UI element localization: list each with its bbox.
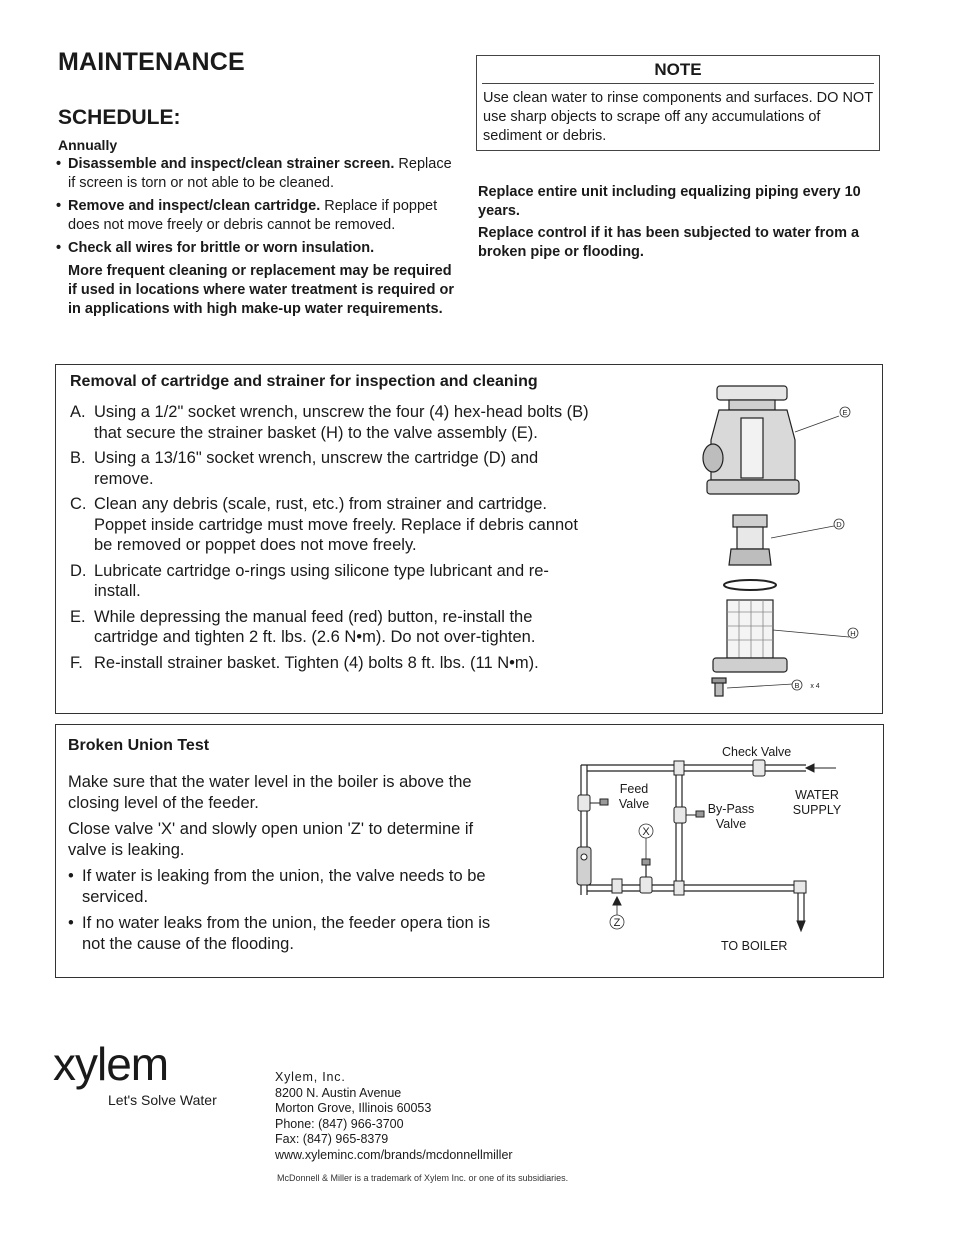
- label-b: B: [794, 681, 800, 690]
- phone-number: Phone: (847) 966-3700: [275, 1116, 404, 1131]
- frequency-label: Annually: [58, 137, 118, 153]
- union-z: [612, 879, 622, 893]
- step-text: Re-install strainer basket. Tighten (4) bolts 8 ft. lbs. (11 N•m).: [94, 653, 539, 672]
- label-d: D: [836, 520, 842, 529]
- elbow-fitting: [794, 881, 806, 893]
- label-e: E: [842, 408, 848, 417]
- removal-steps: [70, 402, 590, 678]
- step-letter: E.: [70, 607, 86, 626]
- schedule-heading: SCHEDULE:: [58, 106, 181, 129]
- company-name: Xylem, Inc.: [275, 1070, 346, 1084]
- feed-valve-label: [614, 782, 654, 812]
- note-title: NOTE: [654, 60, 702, 79]
- logo-wordmark: xylem: [53, 1038, 169, 1090]
- bullet: •: [56, 156, 62, 172]
- union-test-title: Broken Union Test: [68, 737, 210, 754]
- exploded-valve-illustration: [691, 380, 856, 700]
- trademark-notice: McDonnell & Miller is a trademark of Xylem Inc. or one of its subsidiaries.: [277, 1173, 569, 1183]
- cartridge-top: [733, 515, 767, 527]
- bullet: •: [56, 198, 62, 214]
- step-letter: D.: [70, 561, 87, 580]
- replace-control-text: Replace control if it has been subjected to water from a broken pipe or flooding.: [478, 225, 860, 260]
- label-x: X: [642, 826, 650, 838]
- label-z: Z: [613, 917, 621, 929]
- step-letter: B.: [70, 449, 86, 467]
- cartridge-body: [737, 527, 763, 549]
- step-text: Using a 1/2" socket wrench, unscrew the four (4) hex-head bolts (B) that secure the strainer basket (H) to the valve assembly (E).: [94, 403, 589, 442]
- removal-title: Removal of cartridge and strainer for inspection and cleaning: [70, 373, 538, 390]
- page-title: MAINTENANCE: [58, 48, 245, 76]
- step-text: Using a 13/16" socket wrench, unscrew the cartridge (D) and remove.: [94, 449, 539, 488]
- logo-tagline: Let's Solve Water: [108, 1092, 217, 1108]
- valve-top-flange: [717, 386, 787, 400]
- to-boiler-label: TO BOILER: [721, 939, 788, 953]
- removal-section: [55, 364, 883, 714]
- bypass-valve-label-line1: By-Pass: [707, 802, 755, 816]
- water-supply-label-line1: WATER: [795, 788, 839, 802]
- schedule-item-bold: Check all wires for brittle or worn insulation.: [68, 240, 375, 256]
- x-valve-body: [640, 877, 652, 893]
- bypass-valve-label: [701, 802, 761, 832]
- step-item: [70, 561, 590, 602]
- schedule-item-text: Replace if screen is torn or not able to be cleaned.: [68, 156, 452, 191]
- xylem-logo: [53, 1038, 217, 1108]
- valve-bottom-flange: [707, 480, 799, 494]
- valve-neck: [729, 400, 775, 410]
- schedule-item: [56, 197, 456, 235]
- schedule-item-bold: Disassemble and inspect/clean strainer screen.: [68, 156, 395, 172]
- bypass-valve-body: [674, 807, 686, 823]
- bullet: •: [68, 867, 74, 885]
- schedule-item-bold: Remove and inspect/clean cartridge.: [68, 198, 321, 214]
- union-test-text: [68, 772, 508, 960]
- schedule-item-text: Replace if poppet does not move freely or debris cannot be removed.: [68, 198, 438, 233]
- address-line-2: Morton Grove, Illinois 60053: [275, 1101, 432, 1116]
- bullet: •: [68, 914, 74, 932]
- union-bullet: [68, 913, 508, 954]
- step-item: [70, 607, 590, 648]
- step-letter: C.: [70, 495, 87, 513]
- feed-valve-body: [578, 795, 590, 811]
- union-test-section: [55, 724, 884, 978]
- note-box: [476, 55, 880, 151]
- step-item: [70, 494, 590, 556]
- schedule-list: [56, 155, 456, 319]
- step-item: [70, 653, 590, 674]
- label-h: H: [850, 629, 856, 638]
- address-line-1: 8200 N. Austin Avenue: [275, 1085, 402, 1100]
- step-item: [70, 402, 590, 443]
- water-supply-label: [788, 788, 846, 818]
- replace-unit-text: Replace entire unit including equalizing piping every 10 years.: [478, 184, 861, 219]
- replacement-guidance: [478, 183, 888, 265]
- schedule-extra-note: More frequent cleaning or replacement may be required if used in locations where water treatment is required or in applications with high make-up water requirements.: [68, 263, 454, 317]
- bullet: •: [56, 240, 62, 256]
- feeder-unit: [577, 847, 591, 885]
- company-address: [275, 1070, 513, 1164]
- valve-side-port: [703, 444, 723, 472]
- union-para-1: Make sure that the water level in the boiler is above the closing level of the feeder.: [68, 773, 472, 812]
- fax-number: Fax: (847) 965-8379: [275, 1132, 389, 1147]
- step-text: While depressing the manual feed (red) button, re-install the cartridge and tighten 2 ft. lbs. (2.6 N•m). Do not over-tighten.: [94, 607, 536, 646]
- tee-fitting: [674, 761, 684, 775]
- feed-valve-label-line1: Feed: [619, 782, 649, 796]
- union-bullet: [68, 866, 508, 907]
- step-text: Clean any debris (scale, rust, etc.) from strainer and cartridge. Poppet inside cartridge must move freely. Replace if debris cannot be removed or poppet does not move freely.: [94, 495, 578, 554]
- valve-bore: [741, 418, 763, 478]
- check-valve-label: Check Valve: [722, 745, 792, 759]
- cartridge-hex: [729, 549, 771, 565]
- union-para-2: Close valve 'X' and slowly open union 'Z' to determine if valve is leaking.: [68, 820, 474, 859]
- note-text: Use clean water to rinse components and surfaces. DO NOT use sharp objects to scrape off any accumulations of sediment or debris.: [483, 90, 873, 144]
- step-letter: A.: [70, 403, 86, 421]
- hex-bolt: [715, 682, 723, 696]
- step-item: [70, 448, 590, 489]
- union-bullet-text: If no water leaks from the union, the feeder opera tion is not the cause of the flooding.: [82, 914, 491, 953]
- schedule-item: [56, 155, 456, 193]
- feed-valve-label-line2: Valve: [618, 797, 650, 811]
- step-text: Lubricate cartridge o-rings using silicone type lubricant and re-install.: [94, 561, 549, 600]
- union-bullet-text: If water is leaking from the union, the valve needs to be serviced.: [82, 867, 486, 906]
- strainer-flange: [713, 658, 787, 672]
- tee-fitting-bottom: [674, 881, 684, 895]
- water-supply-label-line2: SUPPLY: [792, 803, 842, 817]
- bypass-valve-label-line2: Valve: [715, 817, 747, 831]
- strainer-basket: [727, 600, 773, 658]
- bolt-count: x 4: [810, 683, 820, 690]
- step-letter: F.: [70, 653, 83, 672]
- schedule-item: [56, 239, 456, 258]
- o-ring: [724, 580, 776, 590]
- website-link[interactable]: www.xyleminc.com/brands/mcdonnellmiller: [275, 1147, 513, 1162]
- check-valve-body: [753, 760, 765, 776]
